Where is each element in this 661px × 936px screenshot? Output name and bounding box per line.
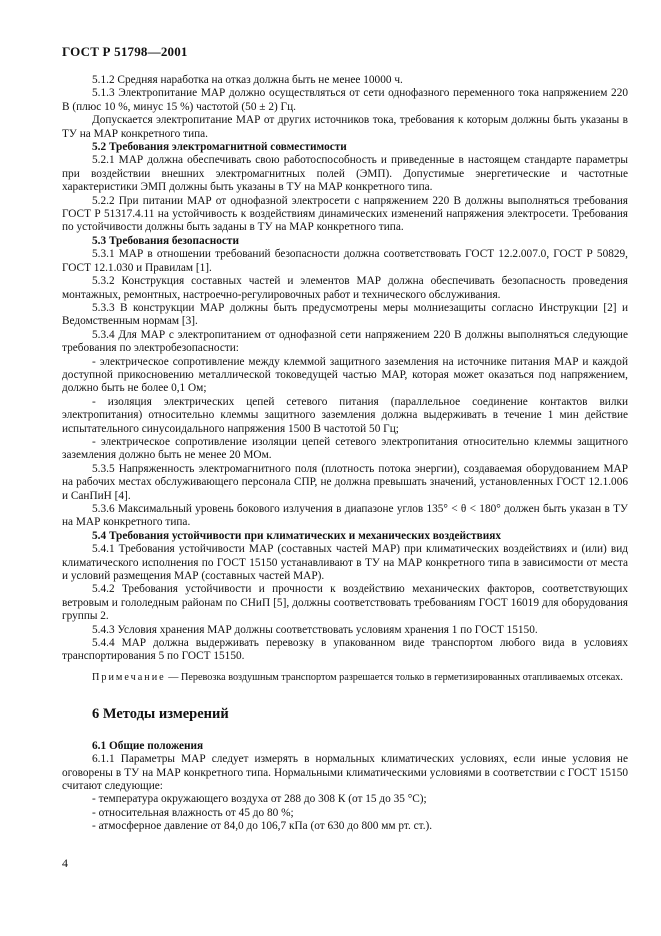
clause-5-4-3: 5.4.3 Условия хранения МАР должны соответствовать условиям хранения 1 по ГОСТ 15150. bbox=[92, 623, 538, 636]
list-item: - температура окружающего воздуха от 288 до 308 К (от 15 до 35 °С); bbox=[92, 793, 427, 806]
subsection-5-2-heading: 5.2 Требования электромагнитной совместимости bbox=[92, 141, 347, 154]
clause-5-2-2: 5.2.2 При питании МАР от однофазной электросети с напряжением 220 В должны выполняться требования ГОСТ Р 51317.4.11 на устойчивость к воздействиям динамических изменений напряжения электросети. Требования по устойчивости должны быть заданы в ТУ на МАР конкретного типа. bbox=[62, 194, 628, 234]
clause-5-3-3: 5.3.3 В конструкции МАР должны быть предусмотрены меры молниезащиты согласно Инструкции [2] и Ведомственным нормам [3]. bbox=[62, 301, 628, 328]
list-item: - изоляция электрических цепей сетевого питания (параллельное соединение контактов вилки электропитания) относительно клеммы защитного заземления должна выдерживать в течение 1 мин действие испытательного синусоидального напряжения 1500 В частотой 50 Гц; bbox=[62, 395, 628, 435]
clause-5-3-2: 5.3.2 Конструкция составных частей и элементов МАР должна обеспечивать безопасность проведения монтажных, ремонтных, настроечно-регулировочных работ и технического обслуживания. bbox=[62, 275, 628, 301]
section-6-title: 6 Методы измерений bbox=[92, 706, 229, 723]
clause-5-3-5: 5.3.5 Напряженность электромагнитного поля (плотность потока энергии), создаваемая оборудованием МАР на рабочих местах обслуживающего персонала СПР, не должна превышать значений, установленных ГОСТ 12.1.006 и СанПиН [4]. bbox=[62, 462, 628, 502]
clause-5-4-2: 5.4.2 Требования устойчивости и прочности к воздействию механических факторов, соответствующих ветровым и гололедным районам по СНиП [5], должны соответствовать требованиям ГОСТ 16019 для оборудования группы 2. bbox=[62, 583, 628, 623]
page-number: 4 bbox=[62, 856, 68, 870]
clause-5-2-1: 5.2.1 МАР должна обеспечивать свою работоспособность и приведенные в настоящем стандарте параметры при воздействии внешних электромагнитных полей (ЭМП). Допустимые энергетические и частотные характеристики ЭМП должны быть указаны в ТУ на МАР конкретного типа. bbox=[62, 154, 628, 194]
clause-6-1-1: 6.1.1 Параметры МАР следует измерять в нормальных климатических условиях, если иные условия не оговорены в ТУ на МАР конкретного типа. Нормальными климатическими условиями в соответствии с ГОСТ 15150 считают следующие: bbox=[62, 753, 628, 792]
list-item: - электрическое сопротивление между клеммой защитного заземления на источнике питания МАР и каждой доступной прикосновению металлической токоведущей частью МАР, которая может оказаться под напряжением, должно быть не более 0,1 Ом; bbox=[62, 355, 628, 395]
note-label: Примечание bbox=[92, 671, 166, 683]
document-body bbox=[62, 74, 628, 834]
subsection-5-3-heading: 5.3 Требования безопасности bbox=[92, 234, 239, 247]
clause-5-4-4: 5.4.4 МАР должна выдерживать перевозку в упакованном виде транспортом любого вида в условиях транспортирования 5 по ГОСТ 15150. bbox=[62, 637, 628, 663]
clause-5-4-1: 5.4.1 Требования устойчивости МАР (составных частей МАР) при климатических воздействиях и (или) вид климатического исполнения по ГОСТ 15150 устанавливают в ТУ на МАР конкретного типа в зависимости от места и условий размещения МАР (составных частей МАР). bbox=[62, 543, 628, 583]
clause-5-1-2: 5.1.2 Средняя наработка на отказ должна быть не менее 10000 ч. bbox=[92, 74, 403, 86]
clause-5-1-3: 5.1.3 Электропитание МАР должно осуществляться от сети однофазного переменного тока напряжением 220 В (плюс 10 %, минус 15 %) частотой (50 ± 2) Гц. bbox=[62, 87, 628, 113]
clause-5-3-6: 5.3.6 Максимальный уровень бокового излучения в диапазоне углов 135° < θ < 180° должен быть указан в ТУ на МАР конкретного типа. bbox=[62, 503, 628, 529]
note bbox=[62, 672, 628, 684]
document-header: ГОСТ Р 51798—2001 bbox=[62, 44, 188, 59]
list-item: - атмосферное давление от 84,0 до 106,7 кПа (от 630 до 800 мм рт. ст.). bbox=[92, 820, 433, 833]
subsection-5-4-heading: 5.4 Требования устойчивости при климатических и механических воздействиях bbox=[92, 529, 501, 542]
clause-5-3-4: 5.3.4 Для МАР с электропитанием от однофазной сети напряжением 220 В должны выполняться следующие требования по электробезопасности: bbox=[62, 328, 628, 355]
clause-5-1-3-note: Допускается электропитание МАР от других источников тока, требования к которым должны быть указаны в ТУ на МАР конкретного типа. bbox=[62, 114, 628, 140]
note-text: — Перевозка воздушным транспортом разрешается только в герметизированных отапливаемых отсеках. bbox=[165, 671, 623, 683]
subsection-6-1-heading: 6.1 Общие положения bbox=[92, 739, 204, 752]
clause-5-3-1: 5.3.1 МАР в отношении требований безопасности должна соответствовать ГОСТ 12.2.007.0, ГОСТ Р 50829, ГОСТ 12.1.030 и Правилам [1]. bbox=[62, 248, 628, 274]
list-item: - относительная влажность от 45 до 80 %; bbox=[92, 806, 294, 819]
list-item: - электрическое сопротивление изоляции цепей сетевого электропитания относительно клеммы защитного заземления должно быть не менее 20 МОм. bbox=[62, 435, 628, 462]
